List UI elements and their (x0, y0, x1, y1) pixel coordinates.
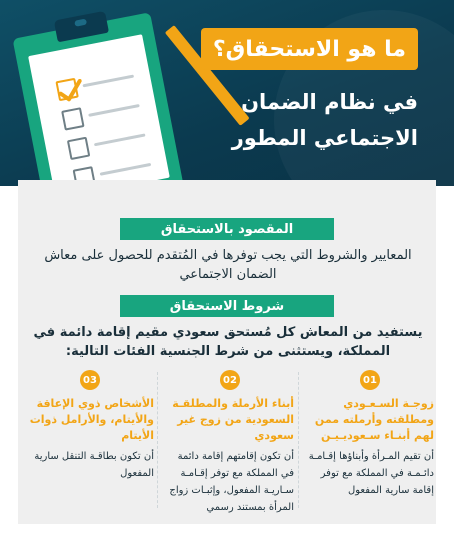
section-text-meaning: المعايير والشروط التي يجب توفرها في المُتقدم للحصول على معاش الضمان الاجتماعي (44, 248, 412, 282)
category-column (306, 370, 434, 499)
bottom-strip (0, 524, 454, 539)
checkbox-empty-icon (67, 137, 90, 160)
checklist-line (88, 104, 140, 117)
check-mark-icon (56, 79, 86, 106)
category-body: أن تكون بطاقـة التنقل سارية المفعول (34, 451, 154, 479)
column-divider (298, 372, 299, 508)
page-title: ما هو الاستحقاق؟ (201, 28, 418, 70)
category-column (26, 370, 154, 482)
column-divider (157, 372, 158, 508)
subtitle-line-2: الاجتماعي المطور (231, 126, 418, 150)
category-title: زوجـة السـعـودي ومطلقته وأرملته ممن لهم أبنـاء سـعوديـيـن (314, 397, 434, 442)
checklist-line (82, 75, 134, 88)
category-body: أن تكون إقامتهم إقامة دائمة في المملكة مع توفر إقـامـة سـاريـة المفعول، وإثبـات زواج المرأة بمستند رسمي (169, 451, 294, 513)
checklist-line (94, 133, 146, 146)
category-title: أبناء الأرملة والمطلقـة السعودية من زوج غير سعودي (172, 397, 294, 442)
category-column (166, 370, 294, 516)
checkbox-empty-icon (61, 107, 84, 130)
category-body: أن تقيم المـرأة وأبناؤها إقـامـة دائـمـة في المملكة مع توفر إقامة سارية المفعول (308, 451, 434, 496)
subtitle-line-1: في نظام الضمان (241, 90, 418, 114)
section-text-conditions: يستفيد من المعاش كل مُستحق سعودي مقيم إقامة دائمة في المملكة، ويستثنى من شرط الجنسية الفئات التالية: (33, 325, 423, 359)
category-title: الأشخاص ذوي الإعاقة والأيتام، والأرامل ذوات الأيتام (29, 397, 154, 442)
category-number-badge: 01 (360, 370, 380, 390)
section-heading-conditions: شروط الاستحقاق (120, 295, 334, 317)
category-number-badge: 02 (220, 370, 240, 390)
page-subtitle (178, 84, 418, 156)
category-number-badge: 03 (80, 370, 100, 390)
checklist-line (100, 163, 152, 176)
section-heading-meaning: المقصود بالاستحقاق (120, 218, 334, 240)
